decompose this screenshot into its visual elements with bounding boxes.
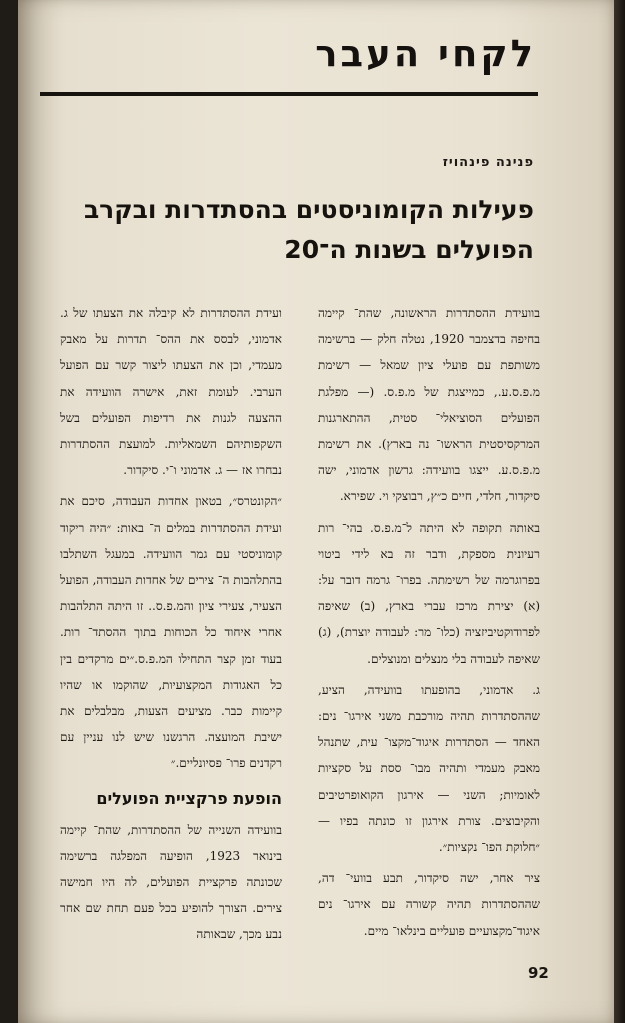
paragraph: בוועידת ההסתדרות הראשונה, שהת־ קיימה בחיפה בדצמבר 1920, נטלה חלק — ברשימה משותפת עם פועלי ציון שמאל — רשימת מ.פ.ס.ע., כמייצגת של מ.פ.ס. (— מפלגת הפועלים הסוציאלי־ סטית, ההתארגנות המרקסיסטית הראשו־ נה בארץ). את רשימת מ.פ.ס.ע. ייצגו בוועידה: גרשון אדמוני, ישה סיקדור, חלדי, חיים כ״ץ, רבוצקי וי. שפירא. [318,306,540,504]
page-number: 92 [528,964,549,982]
magazine-page [18,0,614,1023]
author-name: פנינה פינהויז [442,155,534,170]
title-rule [40,92,538,96]
left-column [60,300,282,953]
paragraph: ״הקונטרס״, בטאון אחדות העבודה, סיכם את ועידת ההסתדרות במלים ה־ באות: ״היה ריקוד קומוניסטי עם גמר הוועידה. במעגל השתלבו בהתלהבות ה־ צירים של אחדות העבודה, הפועל הצעיר, צעירי ציון והמ.פ.ס.. זו היתה התלהבות אחרי איחוד כל הכוחות בתוך ההסתד־ רות. בעוד זמן קצר התחילו המ.פ.ס.״ים מרקדים בין כל האגודות המקצועיות, שהוקמו או שהיו קיימות כבר. מציעים הצעות, מבלבלים את ישיבת המועצה. הרגשנו שיש לנו עניין עם רקדנים פרו־ פסיונליים.״ [60,494,282,771]
paragraph: ציר אחר, ישה סיקדור, תבע בוועי־ דה, שההסתדרות תהיה קשורה עם אירגו־ נים איגוד־מקצועיים פועליים בינלאו־ מיים. [318,871,540,938]
paragraph: ועידת ההסתדרות לא קיבלה את הצעתו של ג. אדמוני, לבסס את ההס־ תדרות על מאבק מעמדי, וכן את הצעתו ליצור קשר עם הפועל הערבי. לעומת זאת, אישרה הוועידה את ההצעה לגנות את רדיפות הפועלים בשל השקפותיהם השמאליות. למועצת ההסתדרות נבחרו אז — ג. אדמוני ו־י. סיקדור. [60,306,282,478]
paragraph: בוועידה השנייה של ההסתדרות, שהת־ קיימה בינואר 1923, הופיעה המפלגה ברשימה שכונתה פרקציית הפועלים, לה היו חמישה צירים. הצורך להופיע בכל פעם תחת שם אחר נבע מכך, שבאותה [60,822,282,942]
article-headline: פעילות הקומוניסטים בהסתדרות ובקרב הפועלים בשנות ה־20 [83,195,534,264]
book-edge [614,0,625,1023]
paragraph: ג. אדמוני, בהופעתו בוועידה, הציע, שההסתדרות תהיה מורכבת משני אירגו־ נים: האחד — הסתדרות איגוד־מקצו־ עית, שתנהל מאבק מעמדי ותהיה מבו־ ססת על סקציות לאומיות; השני — אירגון הקואופרטיבים והקיבוצים. צורת אירגון זו כונתה בפיו — ״חלוקת הפו־ נקציות״. [318,682,540,855]
paragraph: באותה תקופה לא היתה ל־מ.פ.ס. בהי־ רות רעיונית מספקת, ודבר זה בא לידי ביטוי בפרוגרמה של רשימתה. בפרו־ גרמה דובר על: (א) יצירת מרכז עברי בארץ, (ב) שאיפה לפרודוקטיביזציה (כלו־ מר: לעבודה יוצרת), (ג) שאיפה לעבודה בלי מנצלים ומנוצלים. [318,520,540,666]
right-column [318,300,540,949]
section-title: לקחי העבר [315,32,536,75]
section-subheading: הופעת פרקציית הפועלים [96,788,282,808]
